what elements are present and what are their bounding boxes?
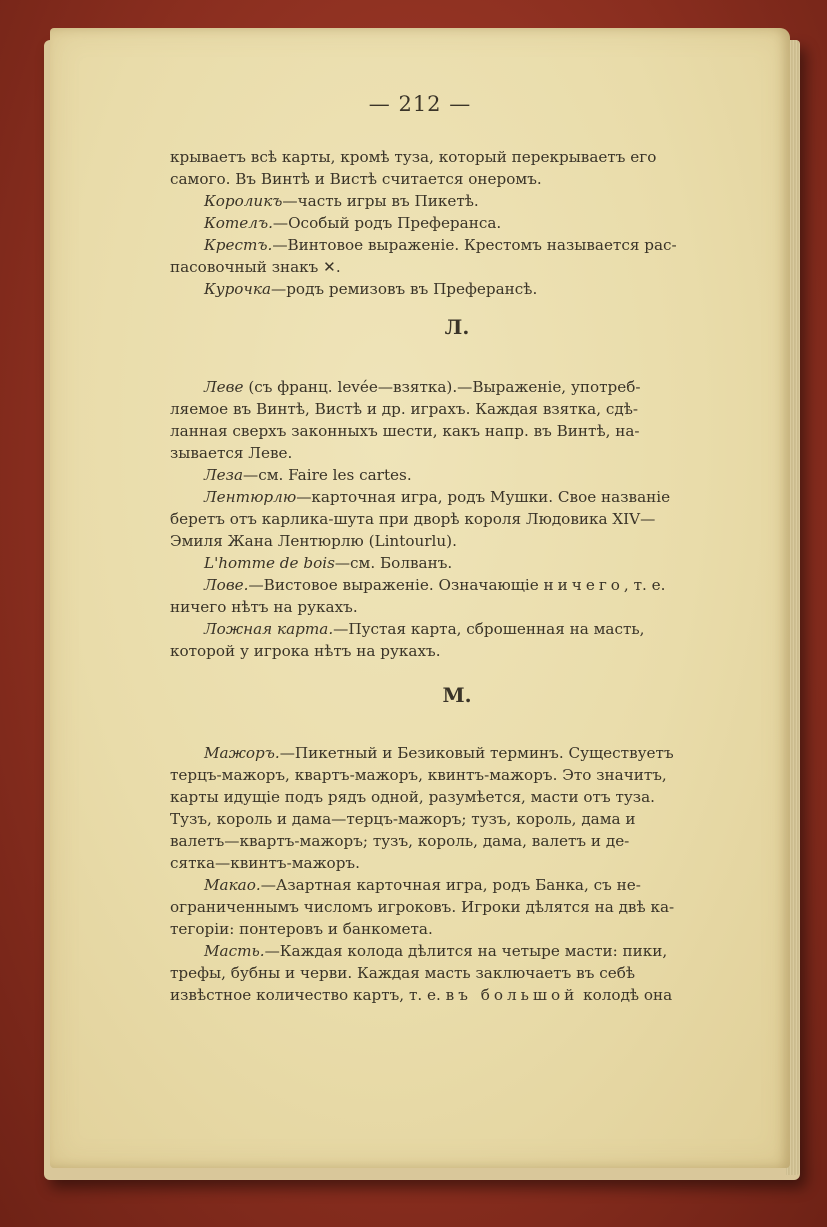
text-line: ляемое въ Винтѣ, Вистѣ и др. играхъ. Каждая взятка, сдѣ- [170,400,639,418]
entry-definition: —Пустая карта, сброшенная на масть, [333,620,645,638]
entry-definition: —Вистовое выраженіе. Означающіе [248,576,544,594]
text-line: ничего нѣтъ на рукахъ. [170,598,358,616]
text-line: валетъ—квартъ-мажоръ; тузъ, король, дама, валетъ и де- [170,832,630,850]
entry-definition: , т. е. [623,576,666,594]
entry-definition: —Пикетный и Безиковый терминъ. Существуетъ [279,744,674,762]
entry-term: Курочка [204,280,272,298]
entry-definition: —карточная игра, родъ Мушки. Свое названіе [296,488,671,506]
text-line: карты идущіе подъ рядъ одной, разумѣется, масти отъ туза. [170,788,655,806]
entry-term: Крестъ. [204,236,273,254]
text-line: зывается Леве. [170,444,293,462]
entry-term: Лове. [204,576,249,594]
entry-kotel [170,212,744,234]
text-line: ограниченнымъ числомъ игроковъ. Игроки дѣлятся на двѣ ка- [170,898,675,916]
entry-definition: (съ франц. levée—взятка).—Выраженіе, употреб- [243,378,641,396]
text-line: Эмиля Жана Лентюрлю (Lintourlu). [170,532,457,550]
entry-term: Мажоръ. [204,744,280,762]
text-line: тегоріи: понтеровъ и банкомета. [170,920,433,938]
entry-definition: —Каждая колода дѣлится на четыре масти: пики, [264,942,668,960]
entry-term: Лентюрлю [204,488,297,506]
entry-lhomme [170,552,744,574]
entry-definition: —см. Faire les cartes. [243,466,412,484]
entry-term: Макао. [204,876,261,894]
entry-term: Короликъ [204,192,283,210]
entry-definition: —часть игры въ Пикетѣ. [282,192,479,210]
entry-term: Леве [204,378,244,396]
text-line: самого. Въ Винтѣ и Вистѣ считается онеромъ. [170,170,542,188]
page-number: — 212 — [368,92,472,116]
text-line: беретъ отъ карлика-шута при дворѣ короля Людовика XIV— [170,510,656,528]
entry-love [170,574,744,596]
entry-term: Котелъ. [204,214,273,232]
entry-kurochka [170,278,744,300]
entry-lozhnaya-karta [170,618,744,640]
text-line: ланная сверхъ законныхъ шести, какъ напр. въ Винтѣ, на- [170,422,640,440]
entry-definition: —см. Болванъ. [334,554,453,572]
entry-definition: —Особый родъ Преферанса. [272,214,502,232]
entry-leza [170,464,744,486]
text-fragment: извѣстное количество картъ, т. е. [170,986,446,1004]
page-text [170,146,744,1006]
text-fragment: колодѣ она [578,986,673,1004]
text-line: трефы, бубны и черви. Каждая масть заключаетъ въ себѣ [170,964,636,982]
entry-definition: —Винтовое выраженіе. Крестомъ называется рас- [272,236,677,254]
text-line: пасовочный знакъ ✕. [170,258,341,276]
section-letter-m: М. [442,683,472,707]
entry-krest [170,234,744,256]
entry-mast [170,940,744,962]
entry-makao [170,874,744,896]
text-line: терцъ-мажоръ, квартъ-мажоръ, квинтъ-мажоръ. Это значитъ, [170,766,667,784]
text-line: крываетъ всѣ карты, кромѣ туза, который перекрываетъ его [170,148,657,166]
entry-lenturlu [170,486,744,508]
entry-leve [170,376,744,398]
section-letter-l: Л. [444,315,470,339]
entry-term: Леза [204,466,243,484]
text-line [170,984,744,1006]
entry-definition: —Азартная карточная игра, родъ Банка, съ не- [260,876,641,894]
entry-mazhor [170,742,744,764]
entry-term: Масть. [204,942,265,960]
entry-korolik [170,190,744,212]
entry-term: Ложная карта. [204,620,334,638]
text-line: которой у игрока нѣтъ на рукахъ. [170,642,441,660]
spaced-word: ничего [543,576,624,594]
text-line: Тузъ, король и дама—терцъ-мажоръ; тузъ, король, дама и [170,810,636,828]
entry-definition: —родъ ремизовъ въ Преферансѣ. [271,280,538,298]
book-page [50,28,790,1168]
text-line: сятка—квинтъ-мажоръ. [170,854,360,872]
spaced-word: въ большой [445,986,579,1004]
entry-term: L'homme de bois [204,554,335,572]
